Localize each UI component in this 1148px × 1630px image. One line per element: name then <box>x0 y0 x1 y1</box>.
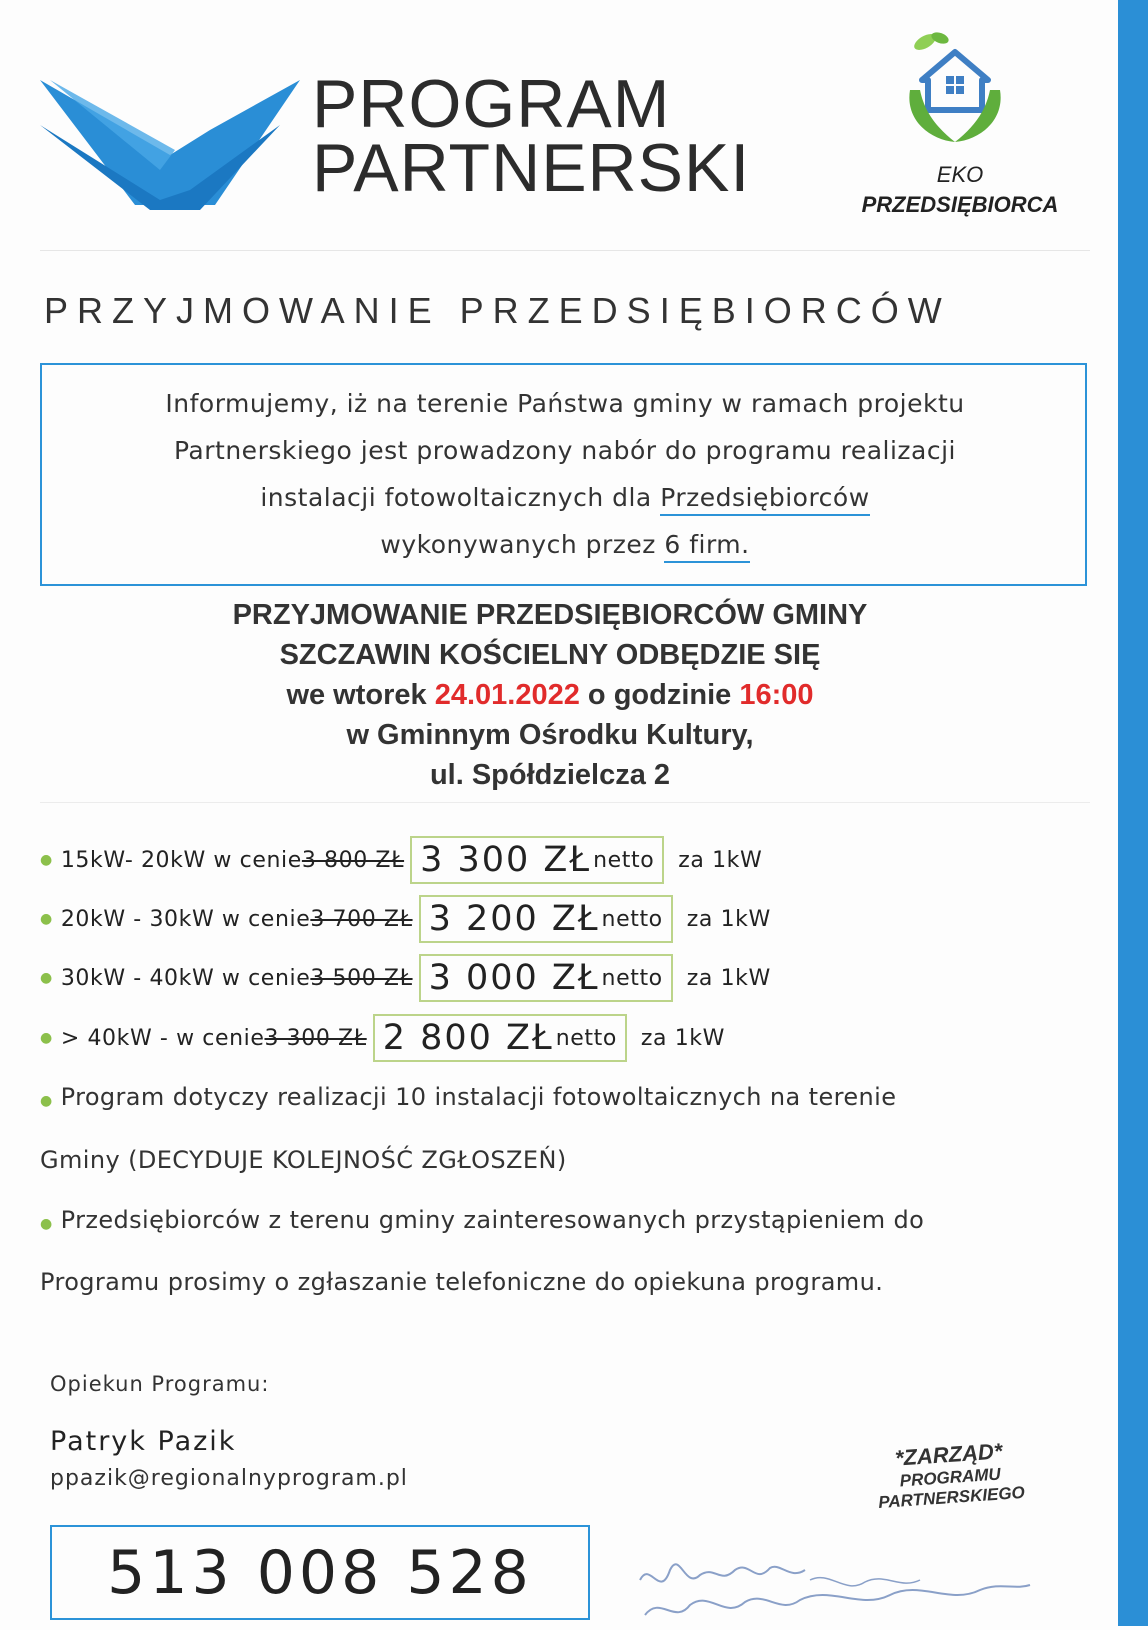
new-price: 2 800 ZŁ <box>382 1018 554 1058</box>
power-range: 30kW - 40kW w cenie <box>60 965 311 991</box>
announcement-text: o godzinie <box>579 679 740 711</box>
power-range: 15kW- 20kW w cenie <box>60 847 302 873</box>
program-title-line1: PROGRAM <box>312 66 671 142</box>
program-partnerski-logo <box>40 80 310 210</box>
contact-label: Opiekun Programu: <box>50 1372 270 1396</box>
contact-email[interactable]: ppazik@regionalnyprogram.pl <box>50 1466 408 1491</box>
info-line <box>60 474 1070 521</box>
divider <box>40 802 1090 803</box>
program-note <box>40 1206 1080 1234</box>
eko-house-logo <box>900 30 1010 150</box>
announcement <box>120 595 980 795</box>
old-price: 3 300 ZŁ <box>264 1025 367 1051</box>
netto-label: netto <box>593 847 655 873</box>
page-title: PRZYJMOWANIE PRZEDSIĘBIORCÓW <box>44 290 951 331</box>
program-note: Programu prosimy o zgłaszanie telefoniczne do opiekuna programu. <box>40 1268 884 1296</box>
info-text <box>60 380 1070 568</box>
announcement-text: we wtorek <box>286 679 435 711</box>
netto-label: netto <box>555 1025 617 1051</box>
new-price-box <box>373 1014 627 1062</box>
program-title-line2: PARTNERSKI <box>312 130 751 206</box>
price-row <box>40 1012 725 1064</box>
stamp-line: PROGRAMU <box>899 1464 1002 1491</box>
unit-label: za 1kW <box>678 847 763 873</box>
announcement-line: SZCZAWIN KOŚCIELNY ODBĘDZIE SIĘ <box>279 639 821 671</box>
new-price-box <box>419 895 673 943</box>
unit-label: za 1kW <box>686 906 771 932</box>
announcement-date-line <box>120 675 980 715</box>
bullet-icon: ● <box>40 911 53 927</box>
event-date: 24.01.2022 <box>434 679 580 711</box>
old-price: 3 800 ZŁ <box>301 847 405 873</box>
program-note-text: Przedsiębiorców z terenu gminy zainteresowanych przystąpieniem do <box>60 1206 925 1234</box>
old-price: 3 500 ZŁ <box>310 965 413 991</box>
netto-label: netto <box>601 965 663 991</box>
right-blue-edge <box>1118 0 1148 1626</box>
program-note-text: Program dotyczy realizacji 10 instalacji fotowoltaicznych na terenie <box>60 1083 897 1111</box>
eko-logo-text <box>830 160 1090 220</box>
announcement-line: PRZYJMOWANIE PRZEDSIĘBIORCÓW GMINY <box>232 599 868 631</box>
bullet-icon: ● <box>40 1030 53 1046</box>
bullet-icon: ● <box>40 852 53 868</box>
unit-label: za 1kW <box>686 965 771 991</box>
price-row <box>40 893 771 945</box>
underlined-text: Przedsiębiorców <box>660 483 869 516</box>
new-price: 3 200 ZŁ <box>428 899 600 939</box>
new-price: 3 300 ZŁ <box>420 840 592 880</box>
announcement-line: w Gminnym Ośrodku Kultury, <box>346 719 754 751</box>
announcement-line: ul. Spółdzielcza 2 <box>429 759 671 791</box>
stamp-line: *ZARZĄD* <box>894 1438 1004 1471</box>
info-line: Informujemy, iż na terenie Państwa gminy w ramach projektu <box>165 389 965 418</box>
unit-label: za 1kW <box>640 1025 726 1051</box>
bullet-icon: ● <box>40 1093 53 1109</box>
new-price-box <box>419 954 673 1002</box>
power-range: > 40kW - w cenie <box>60 1025 265 1051</box>
info-line: Partnerskiego jest prowadzony nabór do programu realizacji <box>173 436 956 465</box>
bullet-icon: ● <box>40 1216 53 1232</box>
program-note: Gminy (DECYDUJE KOLEJNOŚĆ ZGŁOSZEŃ) <box>40 1146 567 1174</box>
netto-label: netto <box>601 906 663 932</box>
contact-name: Patryk Pazik <box>50 1426 237 1457</box>
eko-line2: PRZEDSIĘBIORCA <box>861 192 1059 217</box>
new-price-box <box>410 836 664 884</box>
info-text-part: wykonywanych przez <box>380 530 665 559</box>
power-range: 20kW - 30kW w cenie <box>60 906 311 932</box>
eko-line1: EKO <box>936 162 984 187</box>
stamp-line: PARTNERSKIEGO <box>877 1482 1026 1513</box>
price-row <box>40 834 762 886</box>
bullet-icon: ● <box>40 970 53 986</box>
info-text-part: instalacji fotowoltaicznych dla <box>260 483 661 512</box>
info-line <box>60 521 1070 568</box>
program-title <box>312 66 751 206</box>
underlined-text: 6 firm. <box>664 530 749 563</box>
handwritten-signature <box>630 1540 1040 1630</box>
event-time: 16:00 <box>739 679 814 711</box>
program-note <box>40 1083 1080 1111</box>
phone-number[interactable]: 513 008 528 <box>50 1525 590 1620</box>
old-price: 3 700 ZŁ <box>310 906 413 932</box>
divider <box>40 250 1090 251</box>
new-price: 3 000 ZŁ <box>428 958 600 998</box>
price-row <box>40 952 771 1004</box>
board-stamp <box>848 1435 1052 1515</box>
